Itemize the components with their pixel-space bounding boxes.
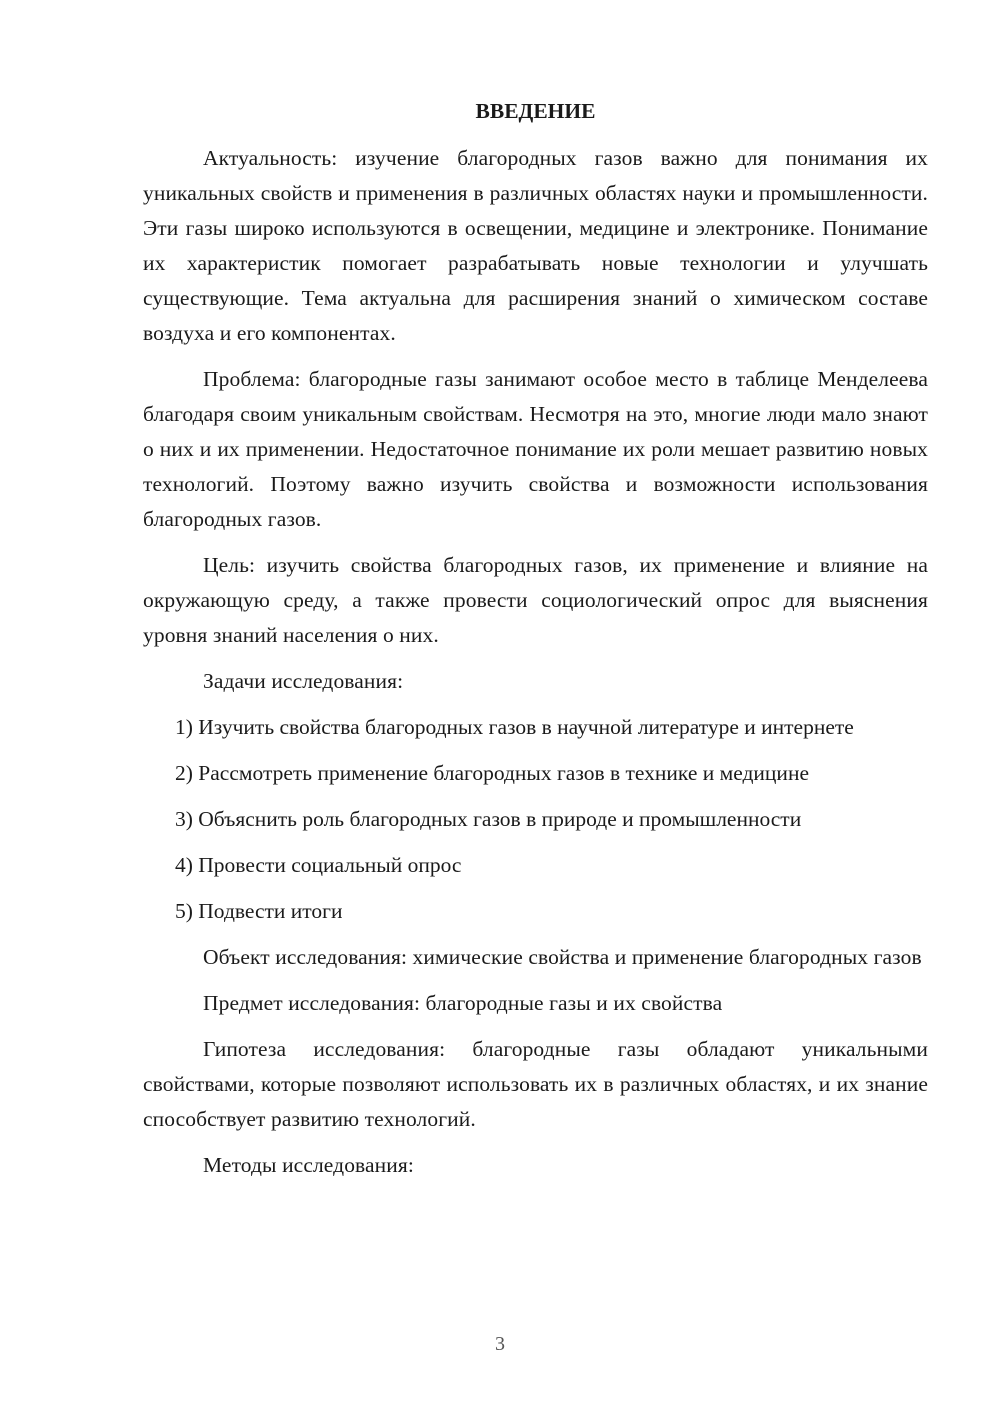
page-number: 3 xyxy=(495,1333,505,1355)
paragraph-problem: Проблема: благородные газы занимают особое место в таблице Менделеева благодаря своим уникальным свойствам. Несмотря на это, многие люди мало знают о них и их применении. Недостаточное понимание их роли мешает развитию новых технологий. Поэтому важно изучить свойства и возможности использования благородных газов. xyxy=(143,367,928,531)
paragraph-relevance: Актуальность: изучение благородных газов важно для понимания их уникальных свойств и применения в различных областях науки и промышленности. Эти газы широко используются в освещении, медицине и электронике. Понимание их характеристик помогает разрабатывать новые технологии и улучшать существующие. Тема актуальна для расширения знаний о химическом составе воздуха и его компонентах. xyxy=(143,146,928,345)
paragraph-object: Объект исследования: химические свойства и применение благородных газов xyxy=(203,945,922,969)
section-title: ВВЕДЕНИЕ xyxy=(475,99,596,123)
task-item: 3) Объяснить роль благородных газов в природе и промышленности xyxy=(175,807,802,831)
paragraph-goal: Цель: изучить свойства благородных газов, их применение и влияние на окружающую среду, а также провести социологический опрос для выяснения уровня знаний населения о них. xyxy=(143,553,928,647)
paragraph-hypothesis: Гипотеза исследования: благородные газы обладают уникальными свойствами, которые позволяют использовать их в различных областях, и их знание способствует развитию технологий. xyxy=(143,1037,928,1131)
document-page xyxy=(143,94,928,1194)
task-item: 5) Подвести итоги xyxy=(175,899,343,923)
methods-heading: Методы исследования: xyxy=(203,1153,414,1177)
task-item: 4) Провести социальный опрос xyxy=(175,853,462,877)
task-item: 2) Рассмотреть применение благородных газов в технике и медицине xyxy=(175,761,809,785)
tasks-heading: Задачи исследования: xyxy=(203,669,404,693)
task-item: 1) Изучить свойства благородных газов в научной литературе и интернете xyxy=(175,715,854,739)
paragraph-subject: Предмет исследования: благородные газы и их свойства xyxy=(203,991,723,1015)
